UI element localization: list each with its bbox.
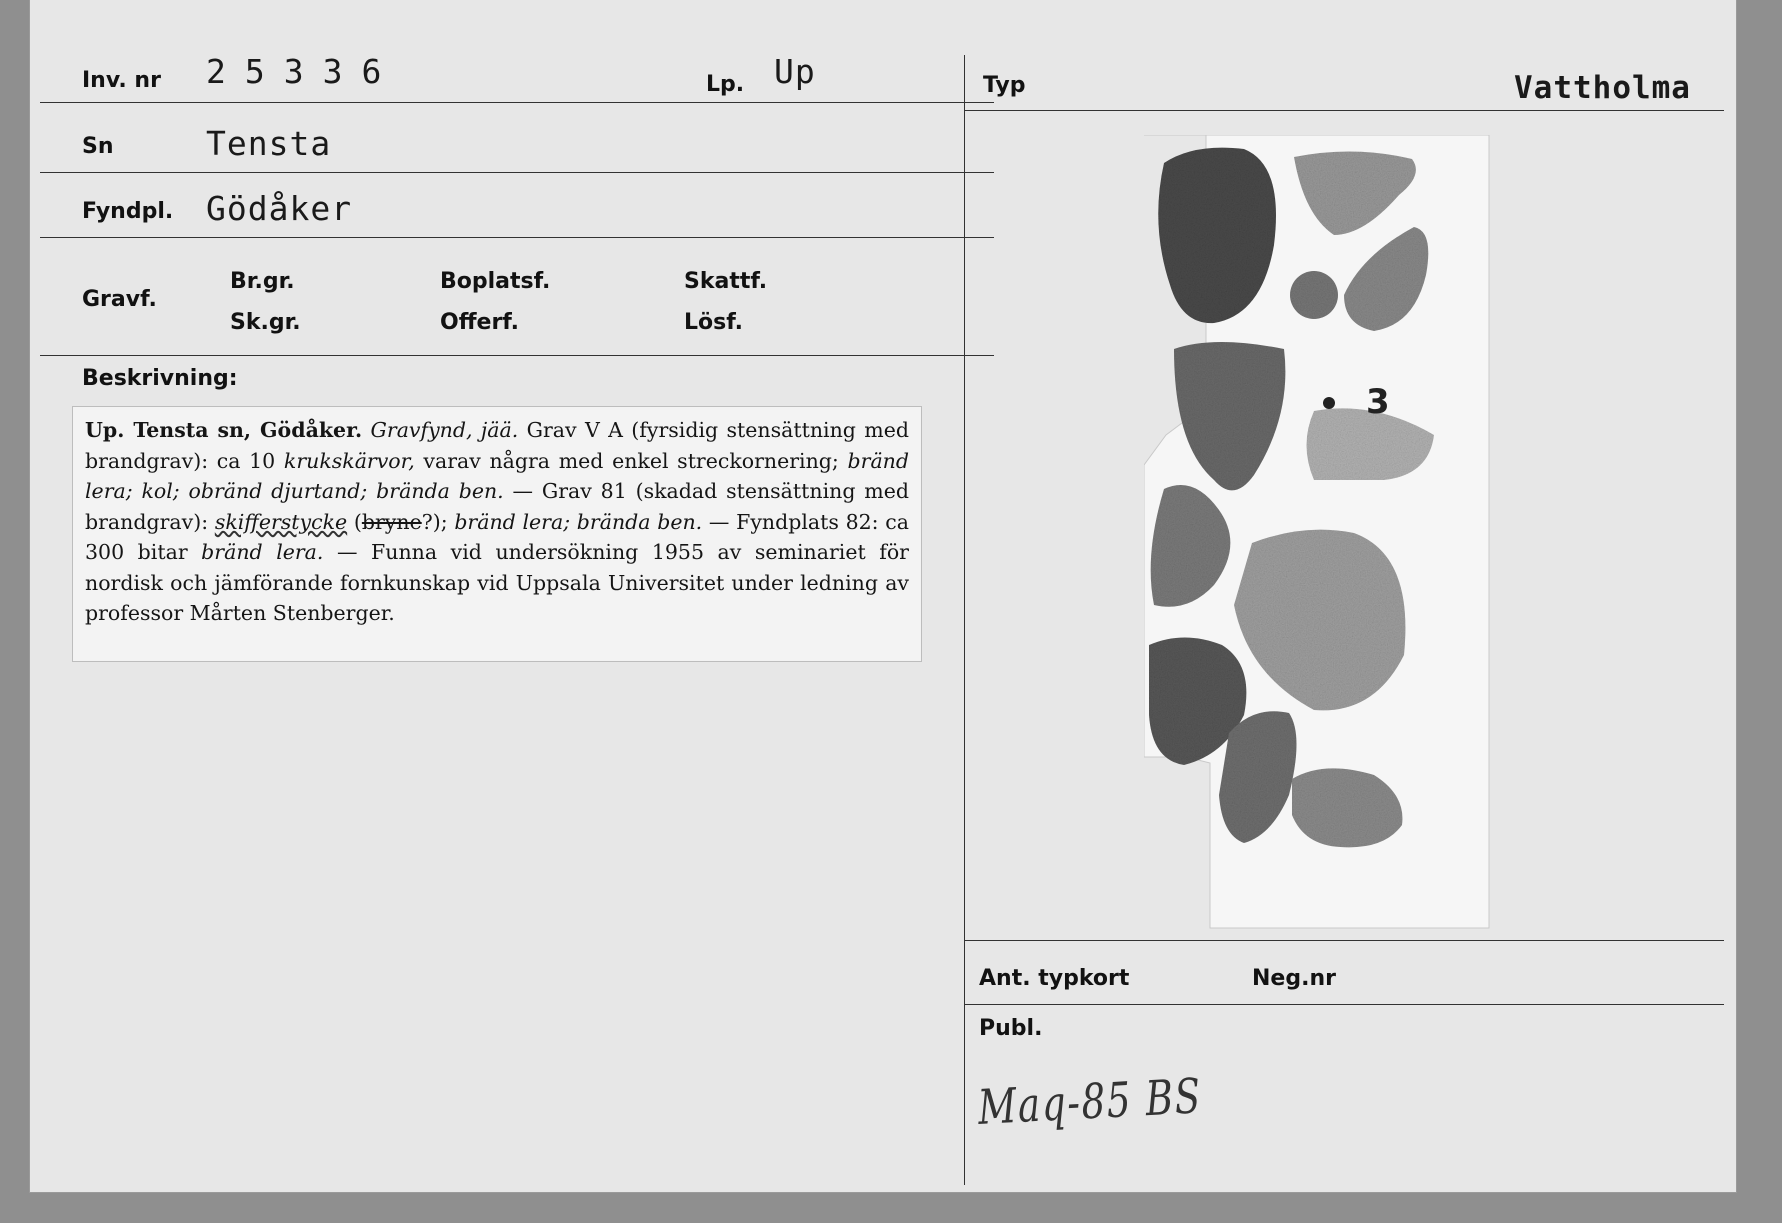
- gravf-label: Gravf.: [82, 287, 157, 312]
- offerf-label: Offerf.: [440, 310, 520, 335]
- lp-value: Up: [774, 52, 816, 91]
- divider: [40, 172, 994, 173]
- divider: [964, 1004, 1724, 1005]
- inv-nr-label: Inv. nr: [82, 68, 161, 93]
- handwritten-note: Maq-85 BS: [976, 1068, 1204, 1136]
- description-slip: [72, 406, 922, 662]
- brgr-label: Br.gr.: [230, 269, 295, 294]
- typ-label: Typ: [983, 73, 1026, 98]
- losf-label: Lösf.: [684, 310, 743, 335]
- fyndpl-label: Fyndpl.: [82, 199, 174, 224]
- skgr-label: Sk.gr.: [230, 310, 301, 335]
- ant-typkort-label: Ant. typkort: [979, 966, 1130, 991]
- description-lead: Up. Tensta sn, Gödåker.: [85, 418, 363, 442]
- catalog-card: [30, 0, 1736, 1192]
- divider: [40, 355, 994, 356]
- beskrivning-label: Beskrivning:: [82, 366, 238, 391]
- sherd: [1290, 271, 1338, 319]
- artifact-photo: [1144, 135, 1492, 931]
- divider: [40, 102, 994, 103]
- photo-marker-dot: [1323, 397, 1335, 409]
- sn-label: Sn: [82, 134, 114, 159]
- neg-nr-label: Neg.nr: [1252, 966, 1336, 991]
- typ-value: Vattholma: [1514, 70, 1691, 106]
- divider: [964, 940, 1724, 941]
- column-divider: [964, 55, 965, 1185]
- divider: [40, 237, 994, 238]
- sn-value: Tensta: [206, 124, 332, 163]
- fyndpl-value: Gödåker: [206, 189, 353, 228]
- photo-object-number: 3: [1366, 382, 1390, 422]
- publ-label: Publ.: [979, 1016, 1043, 1041]
- description-text: Up. Tensta sn, Gödåker. Gravfynd, jää. Grav V A (fyrsidig stensättning med brandgrav): ca 10 krukskärvor, varav några med enkel streckornering; bränd lera; kol; obränd djurtand; brända ben. — Grav 81 (skadad stensättning med brandgrav): skifferstycke (bryne?); bränd lera; brända ben. — Fyndplats 82: ca 300 bitar bränd lera. — Funna vid undersökning 1955 av seminariet för nordisk och jämförande fornkunskap vid Uppsala Universitet under ledning av professor Mårten Stenberger.: [85, 418, 909, 625]
- lp-label: Lp.: [706, 72, 745, 97]
- skattf-label: Skattf.: [684, 269, 768, 294]
- divider: [964, 110, 1724, 111]
- inv-nr-value: 25336: [206, 52, 401, 91]
- boplatsf-label: Boplatsf.: [440, 269, 551, 294]
